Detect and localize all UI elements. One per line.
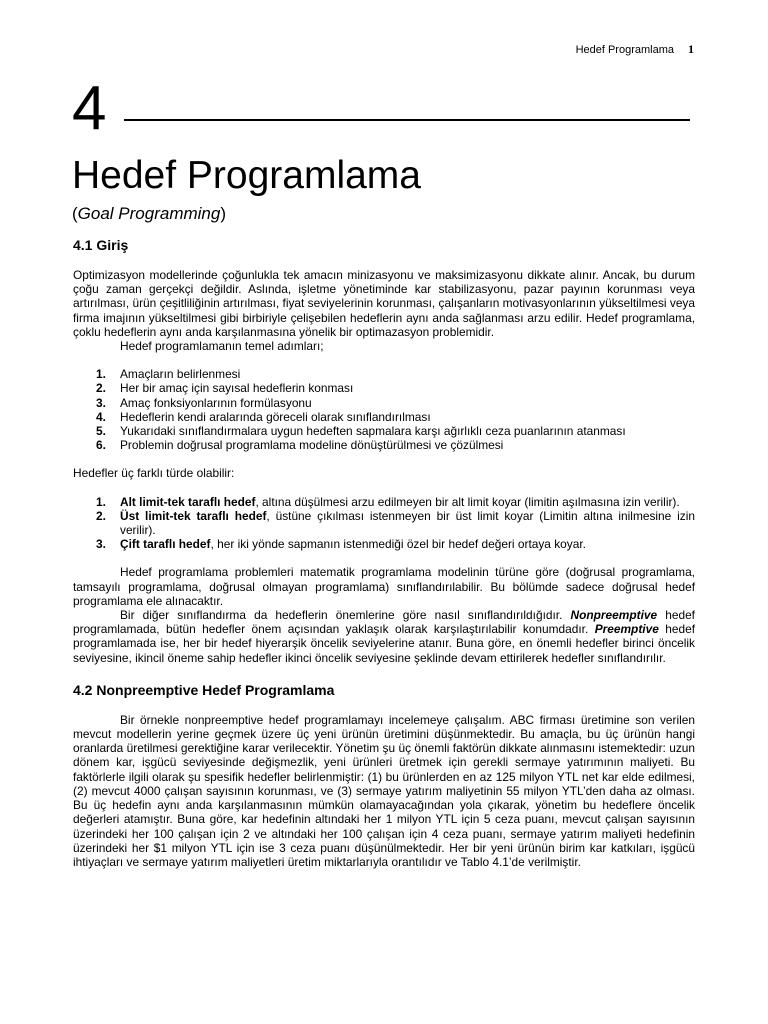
goal-types-list [73,495,695,552]
list-item [73,396,695,410]
text-run: Bir diğer sınıflandırma da hedeflerin önemlerine göre nasıl sınıflandırıldığıdır. [120,608,571,623]
list-text: , altına düşülmesi arzu edilmeyen bir alt limit koyar (limitin aşılmasına izin verilir). [255,494,680,509]
list-number: 2. [96,381,106,396]
main-content [73,236,695,869]
list-number: 5. [96,424,106,439]
list-text: Amaçların belirlenmesi [120,367,241,382]
list-item [73,495,695,509]
subtitle-close-paren: ) [220,204,227,223]
list-item [73,509,695,537]
paragraph: Hedefler üç farklı türde olabilir: [73,466,235,481]
list-item [73,537,695,551]
list-item [73,381,695,395]
list-number: 3. [96,537,106,552]
subtitle-open-paren: ( [72,204,78,223]
chapter-subtitle [72,204,226,224]
list-number: 4. [96,409,106,424]
subtitle-text: Goal Programming [77,204,221,223]
list-item [73,424,695,438]
list-text: , üstüne çıkılması istenmeyen bir üst limit koyar (Limitin altına inilmesine izin verilir). [120,508,695,538]
list-item [73,367,695,381]
text-run: hedef programlamada, bütün hedefler önem açısından yaklaşık olarak karşılaştırılabilir konumdadır. [73,608,695,637]
list-number: 6. [96,438,106,453]
chapter-number: 4 [72,74,107,143]
paragraph [73,608,695,665]
term-nonpreemptive: Nonpreemptive [570,608,658,623]
list-text: Her bir amaç için sayısal hedeflerin konması [120,381,354,396]
list-text: Hedeflerin kendi aralarında göreceli olarak sınıflandırılması [120,409,431,424]
steps-list [73,367,695,452]
list-number: 3. [96,395,106,410]
paragraph: Hedef programlama problemleri matematik programlama modelinin türüne göre (doğrusal programlama, tamsayılı programlama, doğrusal olmayan programlama) sınıflandırılabilir. Bu bölümde sadece doğrusal hedef programlama ele alınacaktır. [73,565,695,608]
section-heading-giris: 4.1 Giriş [73,237,129,253]
list-text: Yukarıdaki sınıflandırmalara uygun hedeften sapmalara karşı ağırlıklı ceza puanlarının atanması [120,424,626,439]
list-number: 1. [96,494,106,509]
list-text: Problemin doğrusal programlama modeline dönüştürülmesi ve çözülmesi [120,438,504,453]
list-item [73,410,695,424]
section-heading-nonpreemptive: 4.2 Nonpreemptive Hedef Programlama [73,681,335,698]
running-title: Hedef Programlama [575,44,674,56]
list-number: 2. [96,508,106,523]
goal-type-term: Üst limit-tek taraflı hedef [120,508,267,523]
list-number: 1. [96,367,106,382]
running-header [576,42,694,57]
list-text: , her iki yönde sapmanın istenmediği özel bir hedef değeri ortaya koyar. [210,537,586,552]
goal-type-term: Alt limit-tek taraflı hedef [120,494,256,509]
page-number: 1 [688,42,694,56]
chapter-rule [124,119,690,121]
list-item [73,438,695,452]
goal-type-term: Çift taraflı hedef [120,537,211,552]
paragraph: Optimizasyon modellerinde çoğunlukla tek amacın minizasyonu ve maksimizasyonu dikkate alınır. Ancak, bu durum çoğu zaman gerçekçi değildir. Aslında, işletme yönetiminde kar stabilizasyonu, pazar payının korunması veya artırılması, ürün çeşitliliğinin artırılması, fiyat seviyelerinin korunması, çalışanların motivasyonlarının yükseltilmesi veya firma imajının yükseltilmesi gibi birbiriyle çelişebilen hedeflerin aynı anda sağlanması arzu edilir. Hedef programlama, çoklu hedeflerin aynı anda karşılanmasına yönelik bir optimazasyon problemidir. [73,268,695,339]
term-preemptive: Preemptive [594,622,659,637]
paragraph: Bir örnekle nonpreemptive hedef programlamayı incelemeye çalışalım. ABC firması üretimine son verilen mevcut modellerin yerine geçmek üzere üç yeni ürünün üretimini düşünmektedir. Bu amaçla, bu üç ürünün hangi oranlarda üretilmesi gerektiğine karar verilecektir. Yönetim şu üç önemli faktörün dikkate alınmasını istemektedir: uzun dönem kar, işgücü seviyesinde değişmezlik, yeni ürünleri üretmek için gerekli sermaye yatırımının maliyeti. Bu faktörlerle ilgili olarak şu spesifik hedefler belirlenmiştir: (1) bu ürünlerden en az 125 milyon YTL net kar elde edilmesi, (2) mevcut 4000 çalışan sayısının korunması, ve (3) sermaye yatırım maliyetinin 55 milyon YTL’den daha az olması. Bu üç hedefin aynı anda karşılanmasının mümkün olamayacağından yola çıkarak, yönetim bu hedeflere öncelik değerleri atamıştır. Buna göre, kar hedefinin altındaki her 1 milyon YTL için 5 ceza puanı, mevcut çalışan sayısının üzerindeki her 100 çalışan için 2 ve altındaki her 100 çalışan için 4 ceza puanı, sermaye yatırım maliyeti hedefinin üzerindeki her $1 milyon YTL için ise 3 ceza puanı düşünülmektedir. Her bir yeni ürünün birim kar katkıları, işgücü ihtiyaçları ve sermaye yatırım maliyetleri üretim miktarlarıyla orantılıdır ve Tablo 4.1’de verilmiştir. [73,712,695,869]
paragraph: Hedef programlamanın temel adımları; [120,339,324,354]
chapter-title: Hedef Programlama [72,154,421,197]
list-text: Amaç fonksiyonlarının formülasyonu [120,395,312,410]
text-run: hedef programlamada ise, her bir hedef hiyerarşik öncelik seviyelerine atanır. Buna göre, en önemli hedefler birinci öncelik seviyesine, ikincil öneme sahip hedefler ikinci öncelik seviyesine şeklinde devam ettirilerek hedefler sınıflandırılır. [73,622,695,665]
